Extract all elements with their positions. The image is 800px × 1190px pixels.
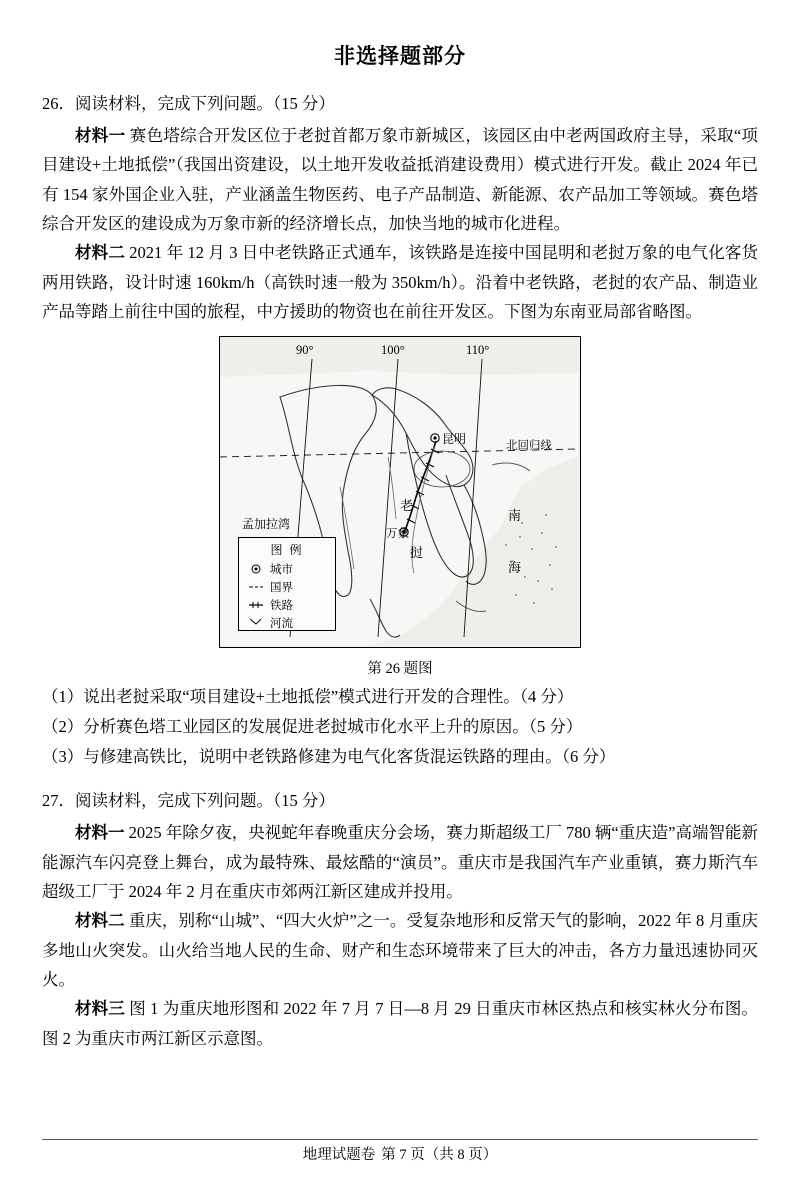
material-label: 材料三 — [75, 999, 125, 1019]
label-laos-2: 挝 — [410, 545, 424, 561]
southeast-asia-map — [219, 336, 581, 648]
material-text: 图 1 为重庆地形图和 2022 年 7 月 7 日—8 月 29 日重庆市林区热点和核实林火分布图。图 2 为重庆市两江新区示意图。 — [42, 999, 759, 1048]
material-text: 赛色塔综合开发区位于老挝首都万象市新城区，该园区由中老两国政府主导，采取“项目建设+土地抵偿”（我国出资建设，以土地开发收益抵消建设费用）模式进行开发。截止 2024 年已有 154 家外国企业入驻，产业涵盖生物医药、电子产品制造、新能源、农产品加工等领域。赛色塔综合开发区的建设成为万象市新的经济增长点，加快当地的城市化进程。 — [42, 125, 759, 233]
border-icon — [249, 581, 263, 593]
lon-label-90: 90° — [296, 343, 314, 358]
legend-title: 图 例 — [270, 543, 304, 558]
question-26-subquestions — [42, 682, 758, 771]
subquestion-1: （1）说出老挝采取“项目建设+土地抵偿”模式进行开发的合理性。（4 分） — [42, 687, 574, 707]
railway-icon — [249, 599, 263, 611]
label-sea: 海 — [508, 560, 522, 576]
subquestion-3: （3）与修建高铁比，说明中老铁路修建为电气化客货混运铁路的理由。（6 分） — [42, 746, 616, 766]
label-kunming: 昆明 — [442, 432, 467, 447]
river-icon — [249, 617, 263, 629]
material-label: 材料一 — [75, 823, 125, 843]
map-legend — [238, 537, 336, 631]
question-26 — [42, 90, 758, 771]
legend-label: 铁路 — [270, 600, 293, 613]
lon-label-100: 100° — [381, 343, 405, 358]
label-laos-1: 老 — [400, 498, 414, 514]
footer-divider — [42, 1139, 758, 1140]
label-bay-of-bengal: 孟加拉湾 — [242, 517, 291, 532]
page-title: 非选择题部分 — [334, 44, 466, 68]
page-footer — [0, 1143, 800, 1164]
question-27-material-2 — [42, 906, 758, 994]
material-text: 2021 年 12 月 3 日中老铁路正式通车，该铁路是连接中国昆明和老挝万象的电气化客货两用铁路，设计时速 160km/h（高铁时速一般为 350km/h）。沿着中老铁路，老挝的农产品、制造业产品等踏上前往中国的旅程，中方援助的物资也在前往开发区。下图为东南亚局部省略图。 — [42, 243, 759, 322]
label-south: 南 — [508, 508, 522, 524]
question-27 — [42, 787, 758, 1053]
legend-item-border — [249, 579, 335, 595]
figure-26 — [42, 336, 758, 678]
material-label: 材料二 — [75, 911, 125, 931]
legend-item-river — [249, 615, 335, 631]
question-27-material-1 — [42, 818, 758, 906]
subquestion-2: （2）分析赛色塔工业园区的发展促进老挝城市化水平上升的原因。（5 分） — [42, 717, 583, 737]
label-tropic-of-cancer: 北回归线 — [506, 440, 552, 453]
footer-total: （共 8 页） — [424, 1147, 498, 1163]
question-26-head: 26．阅读材料，完成下列问题。（15 分） — [42, 94, 335, 113]
legend-item-city — [249, 561, 335, 577]
material-text: 重庆，别称“山城”、“四大火炉”之一。受复杂地形和反常天气的影响，2022 年 8 月重庆多地山火突发。山火给当地人民的生命、财产和生态环境带来了巨大的冲击，各方力量迅速协同灭火。 — [42, 911, 759, 990]
legend-label: 国界 — [270, 582, 293, 595]
lon-label-110: 110° — [466, 343, 490, 358]
material-label: 材料二 — [75, 243, 125, 263]
label-vientiane: 万象 — [386, 528, 409, 541]
material-label: 材料一 — [75, 125, 126, 145]
city-icon — [249, 563, 263, 575]
material-text: 2025 年除夕夜，央视蛇年春晚重庆分会场，赛力斯超级工厂 780 辆“重庆造”高端智能新能源汽车闪亮登上舞台，成为最特殊、最炫酷的“演员”。重庆市是我国汽车产业重镇，赛力斯汽车超级工厂于 2024 年 2 月在重庆市郊两江新区建成并投用。 — [42, 823, 759, 902]
legend-item-railway — [249, 597, 335, 613]
footer-subject: 地理试题卷 — [302, 1147, 376, 1163]
question-27-material-3 — [42, 994, 758, 1053]
question-27-head: 27．阅读材料，完成下列问题。（15 分） — [42, 791, 335, 811]
legend-label: 城市 — [270, 564, 293, 577]
legend-label: 河流 — [270, 618, 293, 631]
figure-26-caption: 第 26 题图 — [367, 661, 433, 678]
footer-page: 第 7 页 — [381, 1147, 425, 1163]
question-26-material-1 — [42, 121, 758, 238]
question-26-material-2 — [42, 238, 758, 326]
